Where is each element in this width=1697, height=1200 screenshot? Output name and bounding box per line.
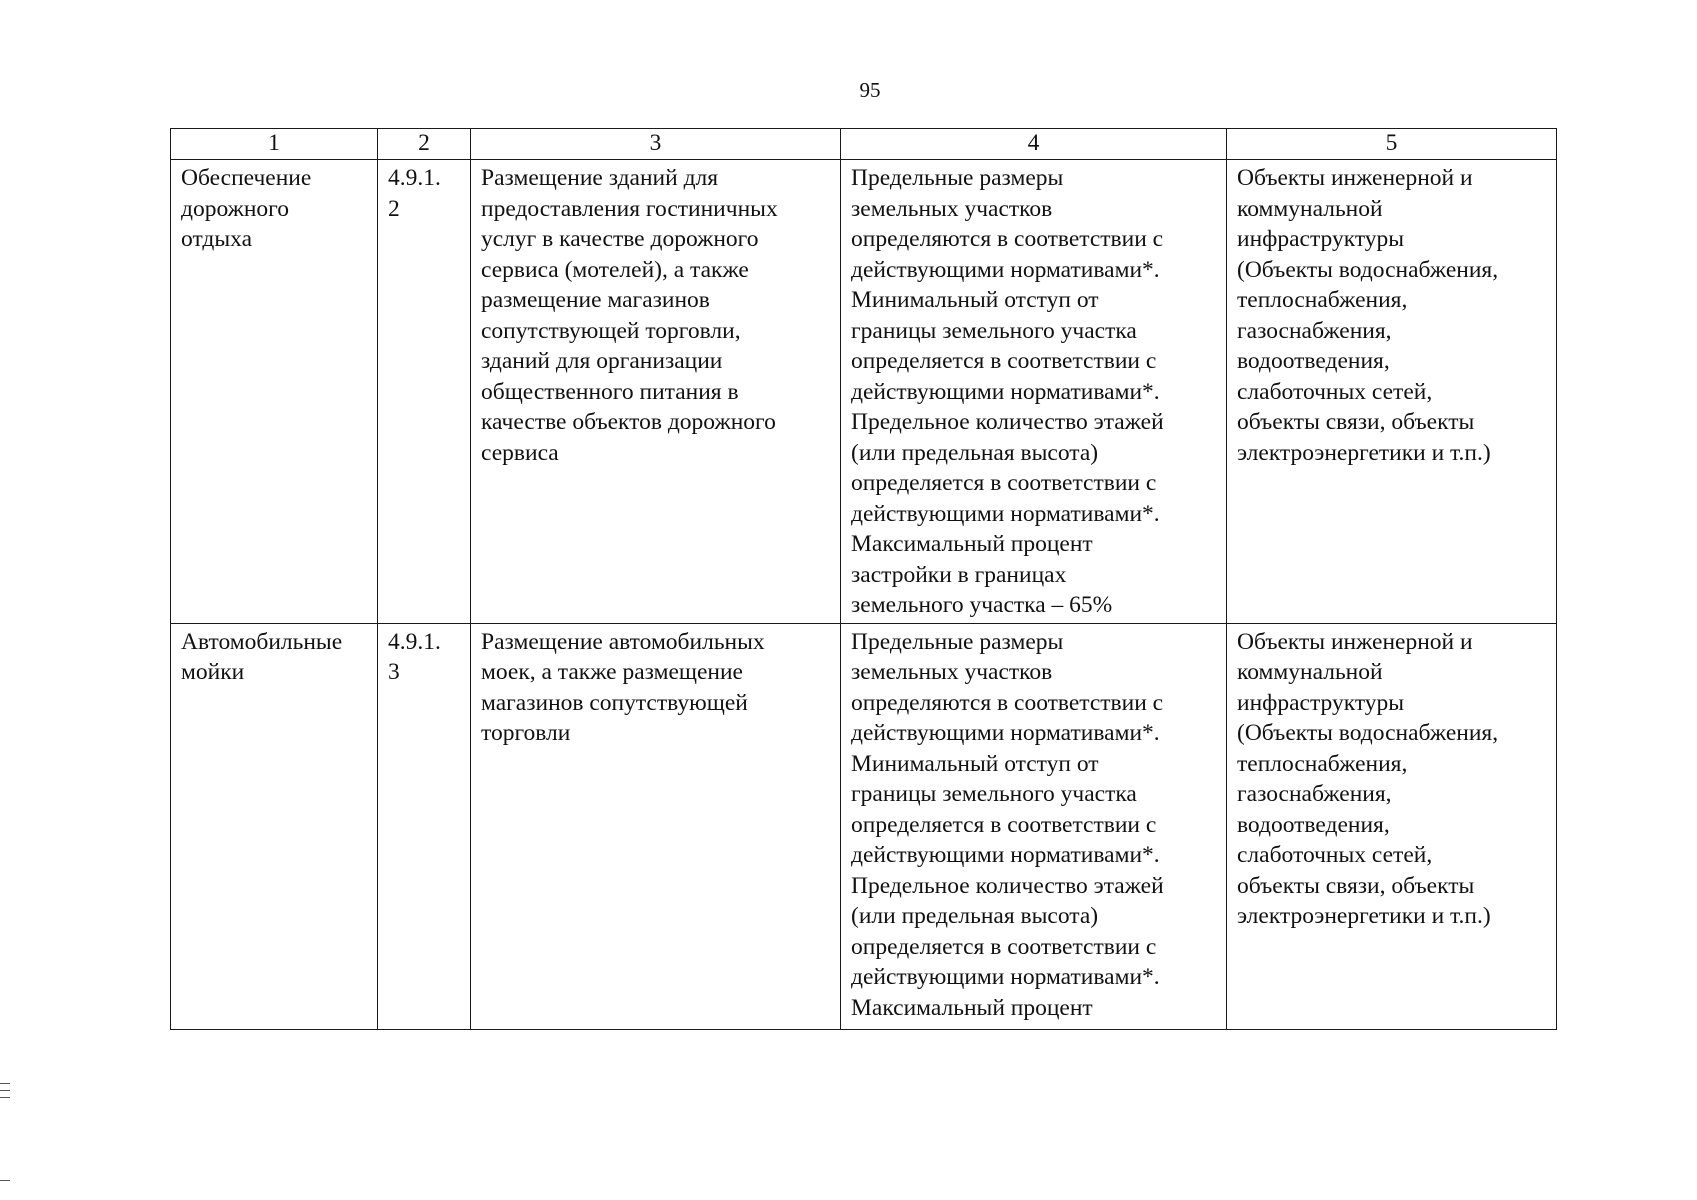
margin-mark [0, 1180, 10, 1181]
margin-mark [0, 1090, 10, 1091]
parameters-cell [841, 623, 1227, 1029]
margin-mark [0, 1083, 10, 1084]
use-type-cell [171, 623, 378, 1029]
column-header: 3 [471, 129, 841, 160]
use-type-cell [171, 160, 378, 624]
table-header-row [171, 129, 1557, 160]
use-type-code: 4.9.1. 3 [388, 628, 441, 685]
column-header: 1 [171, 129, 378, 160]
margin-mark [0, 1097, 10, 1098]
use-type-parameters: Предельные размеры земельных участков определяются в соответствии с действующими нормативами*. Минимальный отступ от границы земельного участка определяется в соответствии с действующими нормативами*. Предельное количество этажей (или предельная высота) определяется в соответствии с действующими нормативами*. Максимальный процент застройки в границах земельного участка – 65% [851, 165, 1164, 618]
use-type-description: Размещение зданий для предоставления гостиничных услуг в качестве дорожного сервиса (мотелей), а также размещение магазинов сопутствующей торговли, зданий для организации общественного питания в качестве объектов дорожного сервиса [481, 165, 778, 466]
use-type-name: Обеспечение дорожного отдыха [181, 165, 312, 252]
table-row [171, 623, 1557, 1029]
table-row [171, 160, 1557, 624]
description-cell [471, 160, 841, 624]
land-use-table [170, 128, 1557, 1030]
column-header: 5 [1227, 129, 1557, 160]
use-type-infrastructure: Объекты инженерной и коммунальной инфраструктуры (Объекты водоснабжения, теплоснабжения, газоснабжения, водоотведения, слаботочных сетей, объекты связи, объекты электроэнергетики и т.п.) [1237, 165, 1499, 466]
use-type-parameters: Предельные размеры земельных участков определяются в соответствии с действующими нормативами*. Минимальный отступ от границы земельного участка определяется в соответствии с действующими нормативами*. Предельное количество этажей (или предельная высота) определяется в соответствии с действующими нормативами*. Максимальный процент [851, 628, 1164, 1021]
infrastructure-cell [1227, 623, 1557, 1029]
use-type-name: Автомобильные мойки [181, 628, 343, 685]
infrastructure-cell [1227, 160, 1557, 624]
use-type-infrastructure: Объекты инженерной и коммунальной инфраструктуры (Объекты водоснабжения, теплоснабжения, газоснабжения, водоотведения, слаботочных сетей, объекты связи, объекты электроэнергетики и т.п.) [1237, 628, 1499, 929]
code-cell [378, 623, 471, 1029]
description-cell [471, 623, 841, 1029]
use-type-description: Размещение автомобильных моек, а также размещение магазинов сопутствующей торговли [481, 628, 765, 746]
column-header: 4 [841, 129, 1227, 160]
code-cell [378, 160, 471, 624]
parameters-cell [841, 160, 1227, 624]
page-number: 95 [859, 78, 881, 102]
use-type-code: 4.9.1. 2 [388, 165, 441, 222]
column-header: 2 [378, 129, 471, 160]
